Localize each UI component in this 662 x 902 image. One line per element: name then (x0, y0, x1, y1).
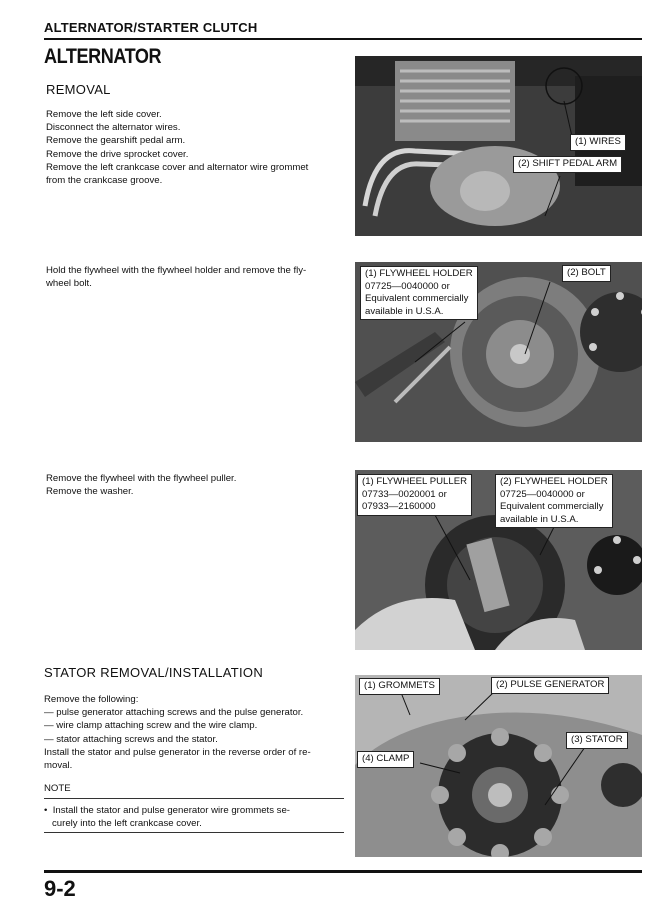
callout-line: available in U.S.A. (365, 305, 444, 317)
removal-heading: REMOVAL (46, 82, 111, 97)
removal-step: Disconnect the alternator wires. (46, 122, 181, 134)
footer-rule (44, 870, 642, 873)
note-rule-bottom (44, 832, 344, 833)
flywheel-holder-instructions (46, 264, 346, 290)
callout-line: 07933—2160000 (362, 501, 436, 512)
note-body (44, 804, 349, 830)
instruction-line: Remove the following: (44, 694, 139, 705)
callout-line: (1) FLYWHEEL HOLDER (365, 268, 473, 279)
callout-flywheel-puller (357, 474, 472, 516)
callout-line: 07725—0040000 or (500, 488, 585, 500)
note-line: curely into the left crankcase cover. (44, 818, 202, 830)
instruction-line: Install the stator and pulse generator in the reverse order of re- (44, 746, 311, 758)
stator-instructions (44, 693, 349, 772)
callout-line: (2) FLYWHEEL HOLDER (500, 476, 608, 487)
note-heading: NOTE (44, 783, 71, 794)
removal-step: Remove the left crankcase cover and alternator wire grommet (46, 161, 309, 173)
flywheel-puller-instructions (46, 472, 346, 498)
section-header: ALTERNATOR/STARTER CLUTCH (44, 20, 258, 35)
instruction-line: Remove the washer. (46, 486, 134, 498)
removal-step: Remove the drive sprocket cover. (46, 148, 189, 160)
instruction-line: wheel bolt. (46, 278, 92, 290)
removal-step: Remove the gearshift pedal arm. (46, 135, 186, 147)
instruction-line: — pulse generator attaching screws and the pulse generator. (44, 707, 304, 719)
removal-steps (46, 108, 346, 187)
callout-flywheel-holder (360, 266, 478, 320)
note-line: • Install the stator and pulse generator wire grommets se- (44, 805, 290, 816)
photo-flywheel-holder (355, 262, 642, 442)
callout-wires: (1) WIRES (570, 134, 626, 151)
instruction-line: Hold the flywheel with the flywheel holder and remove the fly- (46, 265, 307, 276)
callout-flywheel-holder-2 (495, 474, 613, 528)
callout-line: (1) FLYWHEEL PULLER (362, 476, 468, 487)
callout-line: Equivalent commercially (365, 293, 469, 304)
instruction-line: moval. (44, 760, 73, 772)
callout-shift-pedal-arm: (2) SHIFT PEDAL ARM (513, 156, 622, 173)
callout-line: 07733—0020001 or (362, 488, 447, 500)
header-rule (44, 38, 642, 40)
instruction-line: — wire clamp attaching screw and the wire clamp. (44, 720, 258, 732)
photo-stator (355, 675, 642, 857)
removal-step: Remove the left side cover. (46, 109, 162, 120)
callout-grommets: (1) GROMMETS (359, 678, 440, 695)
callout-line: 07725—0040000 or (365, 280, 450, 292)
note-rule-top (44, 798, 344, 799)
callout-stator: (3) STATOR (566, 732, 628, 749)
removal-step: from the crankcase groove. (46, 175, 163, 187)
stator-heading: STATOR REMOVAL/INSTALLATION (44, 665, 264, 680)
photo-flywheel-puller (355, 470, 642, 650)
instruction-line: — stator attaching screws and the stator. (44, 733, 218, 745)
callout-pulse-generator: (2) PULSE GENERATOR (491, 677, 609, 694)
photo-engine-left-side (355, 56, 642, 236)
callout-bolt: (2) BOLT (562, 265, 611, 282)
page-number: 9-2 (44, 876, 76, 901)
page-title: ALTERNATOR (44, 45, 162, 68)
callout-line: Equivalent commercially (500, 501, 604, 512)
callout-line: available in U.S.A. (500, 513, 579, 525)
callout-clamp: (4) CLAMP (357, 751, 414, 768)
instruction-line: Remove the flywheel with the flywheel puller. (46, 473, 237, 484)
